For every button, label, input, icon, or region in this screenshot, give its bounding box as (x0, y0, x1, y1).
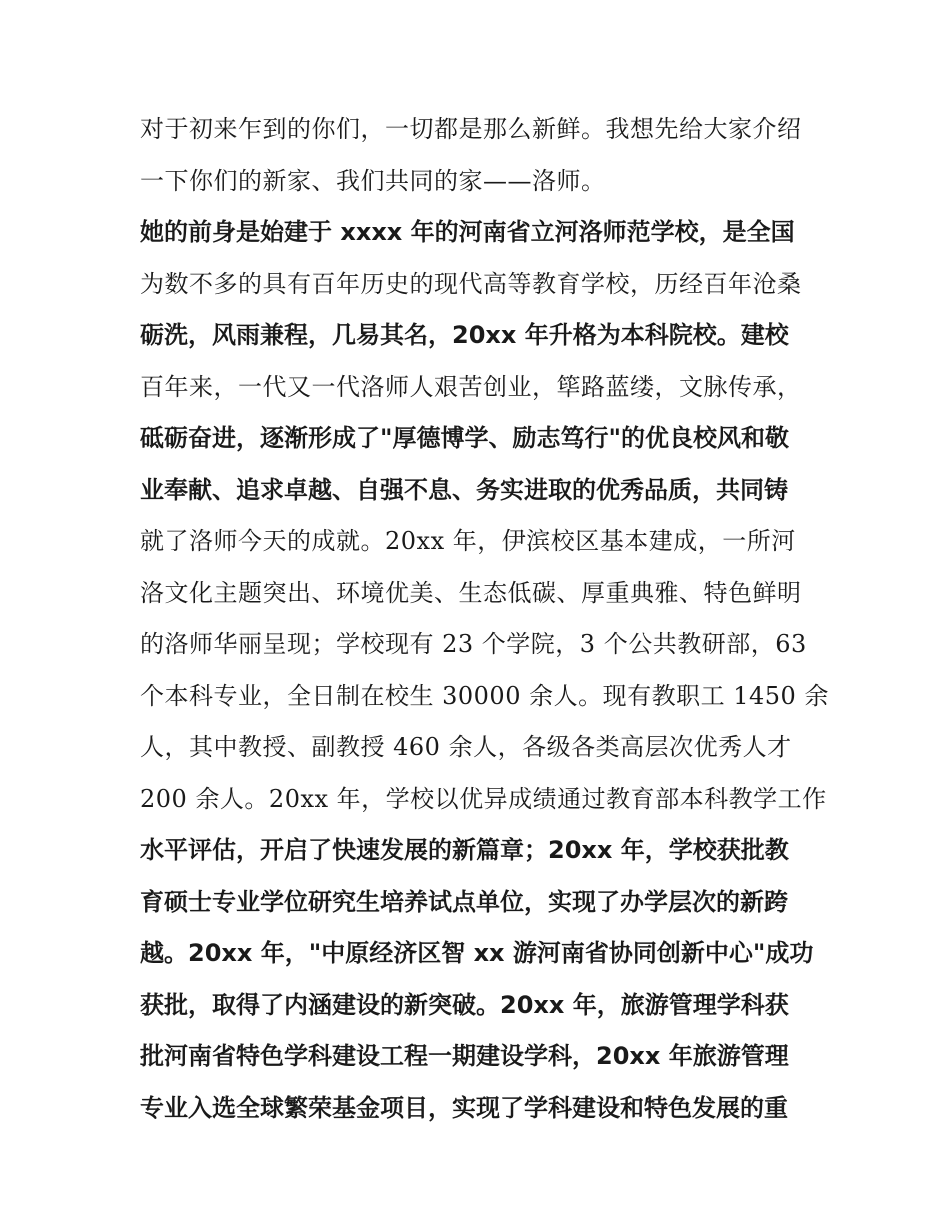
text-line: 批河南省特色学科建设工程一期建设学科，20xx 年旅游管理 (140, 1042, 789, 1070)
text-line: 水平评估，开启了快速发展的新篇章；20xx 年，学校获批教 (140, 836, 789, 864)
text-line: 个本科专业，全日制在校生 30000 余人。现有教职工 1450 余 (140, 681, 829, 710)
text-line: 砥砺奋进，逐渐形成了"厚德博学、励志笃行"的优良校风和敬 (140, 424, 790, 452)
text-line: 砺洗，风雨兼程，几易其名，20xx 年升格为本科院校。建校 (140, 321, 789, 349)
text-line: 洛文化主题突出、环境优美、生态低碳、厚重典雅、特色鲜明 (140, 578, 802, 607)
text-line: 业奉献、追求卓越、自强不息、务实进取的优秀品质，共同铸 (140, 475, 788, 504)
text-line: 百年来，一代又一代洛师人艰苦创业，筚路蓝缕，文脉传承， (140, 372, 802, 401)
text-line: 200 余人。20xx 年，学校以优异成绩通过教育部本科教学工作 (140, 784, 827, 813)
body-text (140, 104, 830, 1134)
text-line: 的洛师华丽呈现；学校现有 23 个学院，3 个公共教研部，63 (140, 630, 807, 658)
text-line: 获批，取得了内涵建设的新突破。20xx 年，旅游管理学科获 (140, 990, 789, 1019)
text-line: 专业入选全球繁荣基金项目，实现了学科建设和特色发展的重 (140, 1093, 788, 1122)
text-line: 人，其中教授、副教授 460 余人，各级各类高层次优秀人才 (140, 733, 792, 761)
text-line: 一下你们的新家、我们共同的家——洛师。 (140, 166, 606, 195)
text-line: 为数不多的具有百年历史的现代高等教育学校，历经百年沧桑 (140, 269, 802, 298)
text-line: 对于初来乍到的你们，一切都是那么新鲜。我想先给大家介绍 (140, 115, 802, 143)
text-line: 越。20xx 年，"中原经济区智 xx 游河南省协同创新中心"成功 (140, 939, 814, 967)
text-line: 育硕士专业学位研究生培养试点单位，实现了办学层次的新跨 (140, 887, 788, 916)
text-line: 就了洛师今天的成就。20xx 年，伊滨校区基本建成，一所河 (140, 527, 796, 555)
text-line: 她的前身是始建于 xxxx 年的河南省立河洛师范学校，是全国 (140, 218, 795, 246)
